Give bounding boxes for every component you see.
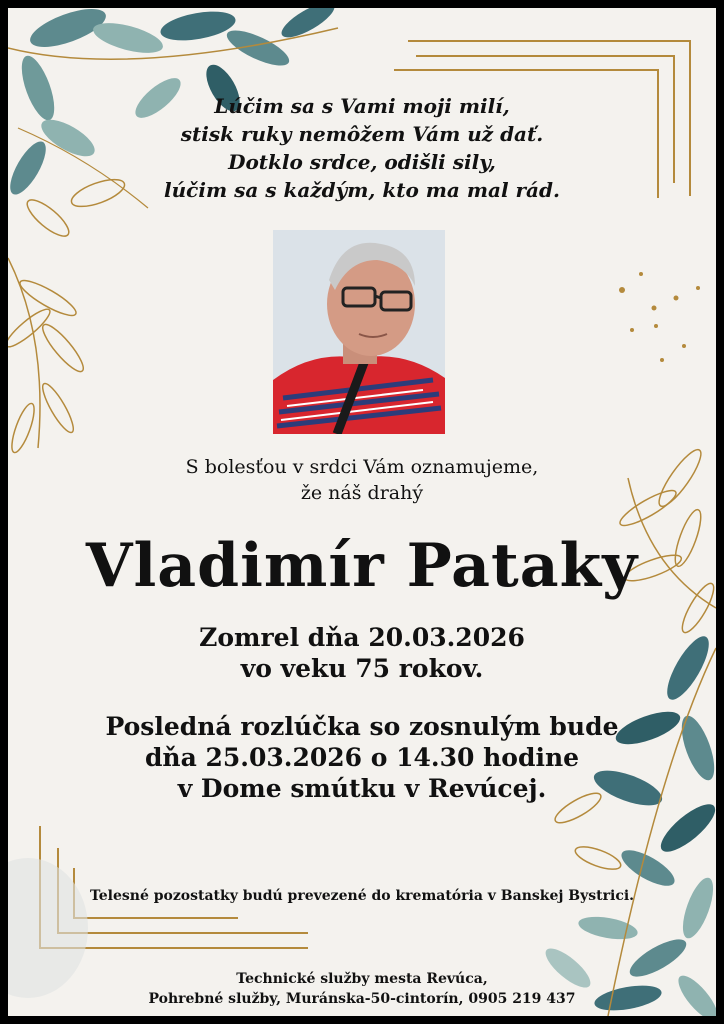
gold-fronds-left [8, 258, 88, 455]
death-date-line: Zomrel dňa 20.03.2026 [199, 623, 525, 652]
announcement-line: S bolesťou v srdci Vám oznamujeme, [185, 456, 539, 478]
obituary-card [8, 8, 716, 1016]
poem-line: Lúčim sa s Vami moji milí, [214, 94, 510, 118]
age-line: vo veku 75 rokov. [240, 654, 484, 683]
footer [8, 969, 716, 1009]
poem-line: Dotklo srdce, odišli sily, [228, 150, 496, 174]
farewell-line: v Dome smútku v Revúcej. [177, 774, 547, 803]
deceased-name: Vladimír Pataky [85, 531, 639, 601]
remains-note: Telesné pozostatky budú prevezené do krematória v Banskej Bystrici. [89, 888, 635, 904]
gold-dots [619, 272, 700, 362]
announcement-line: že náš drahý [300, 482, 424, 504]
footer-line: Technické služby mesta Revúca, [236, 971, 488, 987]
portrait-photo [273, 230, 445, 434]
farewell-line: Posledná rozlúčka so zosnulým bude [105, 712, 619, 741]
leaves-bottom-right [540, 631, 716, 1016]
farewell-info [8, 711, 716, 804]
portrait-image [273, 230, 445, 434]
poem-line: lúčim sa s každým, kto ma mal rád. [164, 178, 560, 202]
poem-line: stisk ruky nemôžem Vám už dať. [180, 122, 544, 146]
farewell-line: dňa 25.03.2026 o 14.30 hodine [144, 743, 580, 772]
poem [8, 92, 716, 204]
announcement [8, 454, 716, 506]
death-info [8, 622, 716, 684]
footer-line: Pohrebné služby, Muránska-50-cintorín, 0905 219 437 [148, 991, 576, 1007]
